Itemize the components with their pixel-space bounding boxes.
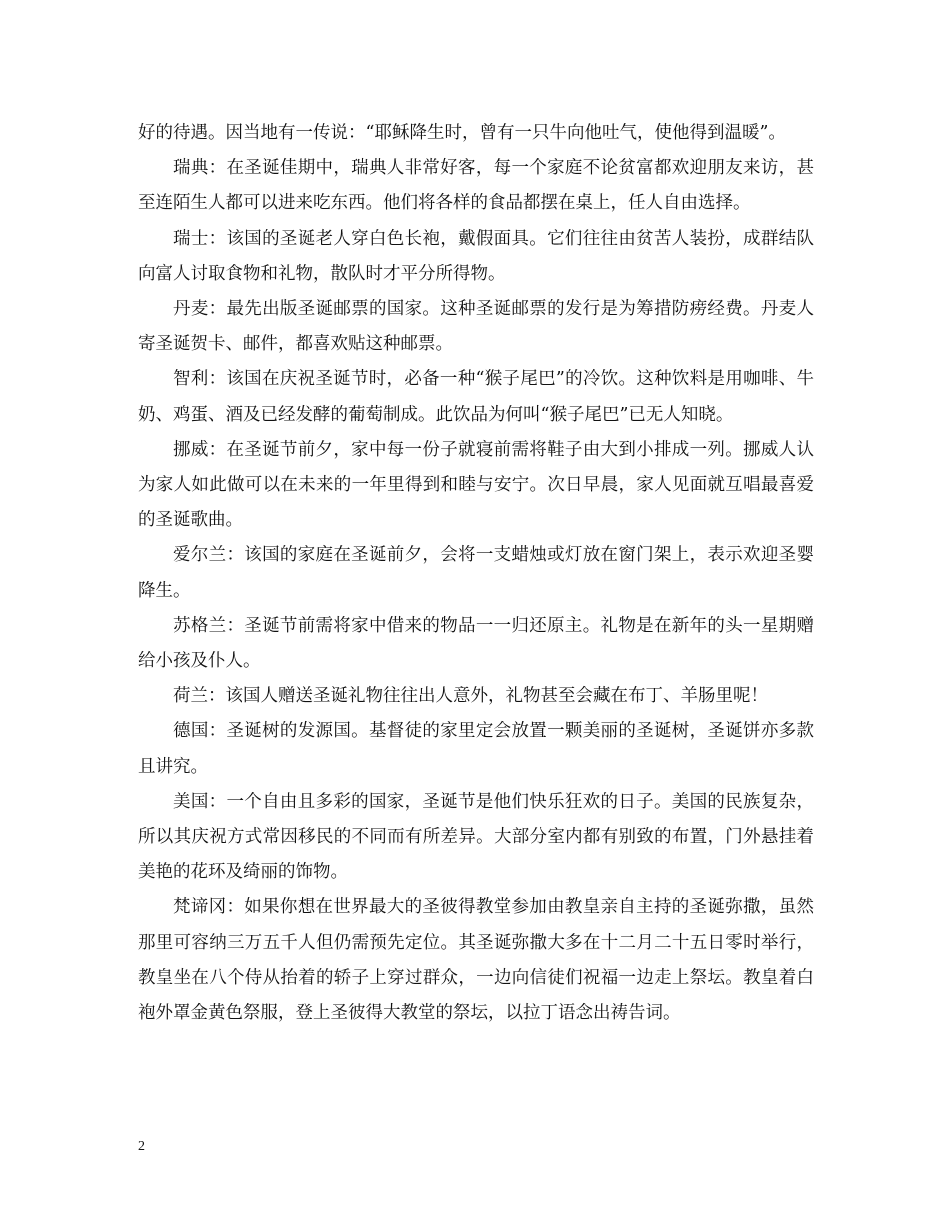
paragraph-scotland: 苏格兰：圣诞节前需将家中借来的物品一一归还原主。礼物是在新年的头一星期赠给小孩及仆人。 — [138, 615, 814, 672]
paragraph-denmark: 丹麦：最先出版圣诞邮票的国家。这种圣诞邮票的发行是为筹措防痨经费。丹麦人寄圣诞贺卡、邮件，都喜欢贴这种邮票。 — [138, 299, 814, 355]
paragraph-norway: 挪威：在圣诞节前夕，家中每一份子就寝前需将鞋子由大到小排成一列。挪威人认为家人如此做可以在未来的一年里得到和睦与安宁。次日早晨，家人见面就互唱最喜爱的圣诞歌曲。 — [138, 439, 814, 531]
paragraph-vatican: 梵谛冈：如果你想在世界最大的圣彼得教堂参加由教皇亲自主持的圣诞弥撒，虽然那里可容纳三万五千人但仍需预先定位。其圣诞弥撒大多在十二月二十五日零时举行，教皇坐在八个侍从抬着的轿子上穿过群众，一边向信徒们祝福一边走上祭坛。教皇着白袍外罩金黄色祭服，登上圣彼得大教堂的祭坛，以拉丁语念出祷告词。 — [138, 897, 814, 1024]
paragraph-continued: 好的待遇。因当地有一传说：“耶稣降生时，曾有一只牛向他吐气，使他得到温暖”。 — [138, 123, 786, 143]
paragraph-netherlands: 荷兰：该国人赠送圣诞礼物往往出人意外，礼物甚至会藏在布丁、羊肠里呢！ — [173, 686, 768, 707]
paragraph-usa: 美国：一个自由且多彩的国家，圣诞节是他们快乐狂欢的日子。美国的民族复杂，所以其庆祝方式常因移民的不同而有所差异。大部分室内都有别致的布置，门外悬挂着美艳的花环及绮丽的饰物。 — [138, 791, 814, 883]
paragraph-switzerland: 瑞士：该国的圣诞老人穿白色长袍，戴假面具。它们往往由贫苦人装扮，成群结队向富人讨取食物和礼物，散队时才平分所得物。 — [138, 228, 814, 284]
page-number: 2 — [138, 1139, 145, 1154]
paragraph-sweden: 瑞典：在圣诞佳期中，瑞典人非常好客，每一个家庭不论贫富都欢迎朋友来访，甚至连陌生人都可以进来吃东西。他们将各样的食品都摆在桌上，任人自由选择。 — [138, 158, 814, 214]
paragraph-chile: 智利：该国在庆祝圣诞节时，必备一种“猴子尾巴”的冷饮。这种饮料是用咖啡、牛奶、鸡蛋、酒及已经发酵的葡萄制成。此饮品为何叫“猴子尾巴”已无人知晓。 — [138, 369, 814, 425]
paragraph-germany: 德国：圣诞树的发源国。基督徒的家里定会放置一颗美丽的圣诞树，圣诞饼亦多款且讲究。 — [138, 721, 814, 777]
paragraph-ireland: 爱尔兰：该国的家庭在圣诞前夕，会将一支蜡烛或灯放在窗门架上，表示欢迎圣婴降生。 — [138, 545, 814, 601]
body-text — [138, 116, 814, 1031]
